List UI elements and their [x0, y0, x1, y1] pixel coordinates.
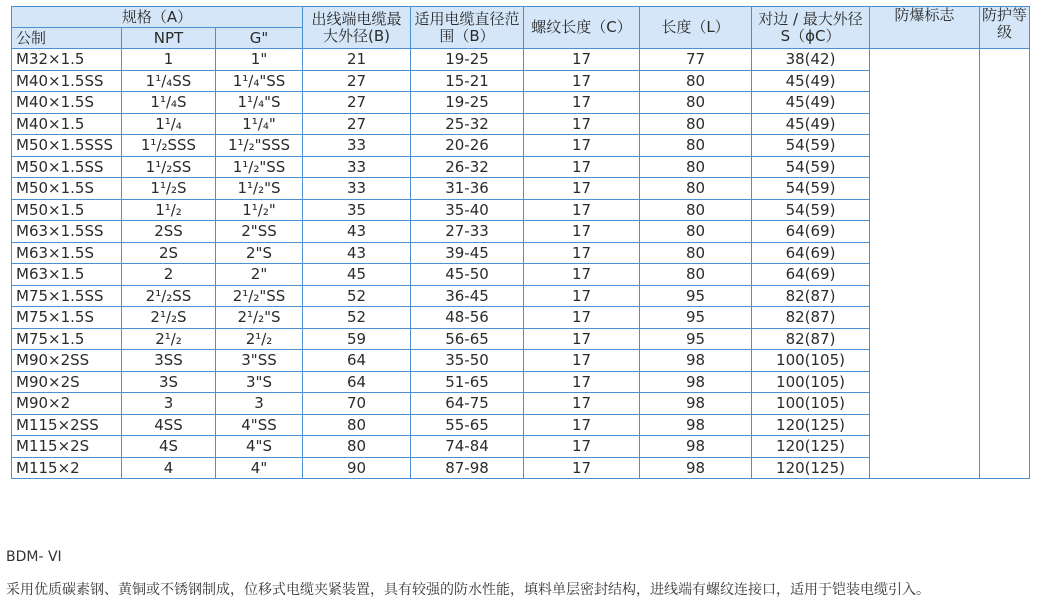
cell-g: 1¹/₄"SS: [216, 70, 303, 92]
cell-b: 27: [303, 70, 411, 92]
header-metric: 公制: [12, 28, 122, 49]
cell-s: 54(59): [752, 156, 870, 178]
cell-l: 98: [640, 371, 752, 393]
cell-range: 19-25: [411, 92, 524, 114]
cell-ip-grade: [980, 49, 1030, 479]
header-thread-length: 螺纹长度（C）: [524, 7, 640, 49]
cell-npt: 4: [122, 457, 216, 479]
cell-l: 98: [640, 350, 752, 372]
cell-c: 17: [524, 178, 640, 200]
cell-range: 51-65: [411, 371, 524, 393]
cell-npt: 2: [122, 264, 216, 286]
cell-g: 1": [216, 49, 303, 71]
cell-s: 120(125): [752, 457, 870, 479]
cell-c: 17: [524, 199, 640, 221]
cell-range: 74-84: [411, 436, 524, 458]
cell-g: 4"S: [216, 436, 303, 458]
cell-c: 17: [524, 221, 640, 243]
spec-table-body: [12, 49, 1030, 479]
cell-l: 98: [640, 414, 752, 436]
cell-s: 82(87): [752, 285, 870, 307]
cell-b: 33: [303, 156, 411, 178]
cell-npt: 2¹/₂: [122, 328, 216, 350]
cell-metric: M115×2SS: [12, 414, 122, 436]
cell-c: 17: [524, 92, 640, 114]
cell-l: 98: [640, 457, 752, 479]
cell-g: 3: [216, 393, 303, 415]
header-g: G": [216, 28, 303, 49]
cell-metric: M75×1.5: [12, 328, 122, 350]
cell-b: 43: [303, 221, 411, 243]
cell-npt: 1¹/₄: [122, 113, 216, 135]
cell-c: 17: [524, 156, 640, 178]
cell-npt: 1¹/₂SS: [122, 156, 216, 178]
cell-s: 82(87): [752, 307, 870, 329]
cell-s: 54(59): [752, 199, 870, 221]
cell-range: 45-50: [411, 264, 524, 286]
header-spec: 规格（A）: [12, 7, 303, 28]
cell-s: 45(49): [752, 70, 870, 92]
cell-l: 95: [640, 285, 752, 307]
cell-g: 2"S: [216, 242, 303, 264]
cell-c: 17: [524, 436, 640, 458]
cell-b: 27: [303, 113, 411, 135]
cell-b: 80: [303, 414, 411, 436]
cell-range: 19-25: [411, 49, 524, 71]
cell-range: 48-56: [411, 307, 524, 329]
table-row: [12, 49, 1030, 71]
product-description: 采用优质碳素钢、黄铜或不锈钢制成，位移式电缆夹紧装置，具有较强的防水性能，填料单层密封结构，进线端有螺纹连接口，适用于铠装电缆引入。: [6, 582, 930, 598]
cell-g: 2": [216, 264, 303, 286]
cell-npt: 4SS: [122, 414, 216, 436]
cell-npt: 3S: [122, 371, 216, 393]
cell-l: 80: [640, 264, 752, 286]
cell-b: 64: [303, 350, 411, 372]
cell-g: 3"S: [216, 371, 303, 393]
cell-c: 17: [524, 113, 640, 135]
cell-c: 17: [524, 264, 640, 286]
cell-npt: 2¹/₂S: [122, 307, 216, 329]
cell-s: 100(105): [752, 393, 870, 415]
header-cable-range: 适用电缆直径范围（B）: [411, 7, 524, 49]
cell-l: 80: [640, 92, 752, 114]
cell-c: 17: [524, 371, 640, 393]
cell-b: 90: [303, 457, 411, 479]
cell-range: 20-26: [411, 135, 524, 157]
cell-metric: M40×1.5SS: [12, 70, 122, 92]
model-label: BDM- VI: [6, 549, 62, 565]
header-ex-mark: 防爆标志: [870, 7, 980, 49]
cell-range: 39-45: [411, 242, 524, 264]
cell-b: 45: [303, 264, 411, 286]
cell-range: 27-33: [411, 221, 524, 243]
cell-b: 27: [303, 92, 411, 114]
cell-l: 80: [640, 70, 752, 92]
cell-s: 100(105): [752, 371, 870, 393]
cell-metric: M50×1.5SS: [12, 156, 122, 178]
cell-s: 45(49): [752, 113, 870, 135]
cell-l: 80: [640, 221, 752, 243]
cell-s: 82(87): [752, 328, 870, 350]
cell-range: 36-45: [411, 285, 524, 307]
cell-b: 80: [303, 436, 411, 458]
cell-b: 52: [303, 307, 411, 329]
cell-range: 31-36: [411, 178, 524, 200]
cell-b: 21: [303, 49, 411, 71]
cell-g: 2"SS: [216, 221, 303, 243]
cell-g: 1¹/₂": [216, 199, 303, 221]
cell-metric: M40×1.5S: [12, 92, 122, 114]
cell-c: 17: [524, 285, 640, 307]
cell-npt: 3SS: [122, 350, 216, 372]
cell-range: 64-75: [411, 393, 524, 415]
cell-metric: M63×1.5S: [12, 242, 122, 264]
cell-s: 120(125): [752, 436, 870, 458]
cell-l: 80: [640, 242, 752, 264]
cell-metric: M75×1.5S: [12, 307, 122, 329]
cell-g: 4"SS: [216, 414, 303, 436]
cell-b: 70: [303, 393, 411, 415]
cell-range: 15-21: [411, 70, 524, 92]
cell-l: 77: [640, 49, 752, 71]
cell-g: 2¹/₂"S: [216, 307, 303, 329]
cell-metric: M90×2: [12, 393, 122, 415]
cell-b: 33: [303, 135, 411, 157]
cell-g: 4": [216, 457, 303, 479]
cell-npt: 1: [122, 49, 216, 71]
cell-metric: M115×2S: [12, 436, 122, 458]
cell-g: 1¹/₄": [216, 113, 303, 135]
cell-range: 35-40: [411, 199, 524, 221]
header-across-flats: 对边 / 最大外径 S（ϕC）: [752, 7, 870, 49]
cell-l: 98: [640, 436, 752, 458]
cell-c: 17: [524, 70, 640, 92]
cell-npt: 1¹/₂SSS: [122, 135, 216, 157]
cell-npt: 1¹/₄SS: [122, 70, 216, 92]
cell-s: 100(105): [752, 350, 870, 372]
cell-npt: 2S: [122, 242, 216, 264]
cell-c: 17: [524, 49, 640, 71]
cell-l: 98: [640, 393, 752, 415]
cell-s: 54(59): [752, 178, 870, 200]
cell-l: 80: [640, 135, 752, 157]
cell-npt: 3: [122, 393, 216, 415]
cell-npt: 2¹/₂SS: [122, 285, 216, 307]
cell-l: 80: [640, 156, 752, 178]
cell-b: 35: [303, 199, 411, 221]
cell-s: 120(125): [752, 414, 870, 436]
cell-npt: 2SS: [122, 221, 216, 243]
spec-table: [11, 6, 1030, 479]
cell-c: 17: [524, 307, 640, 329]
cell-metric: M75×1.5SS: [12, 285, 122, 307]
cell-b: 43: [303, 242, 411, 264]
cell-s: 64(69): [752, 221, 870, 243]
cell-s: 64(69): [752, 242, 870, 264]
header-length: 长度（L）: [640, 7, 752, 49]
cell-metric: M50×1.5SSS: [12, 135, 122, 157]
cell-c: 17: [524, 414, 640, 436]
cell-c: 17: [524, 393, 640, 415]
cell-l: 80: [640, 178, 752, 200]
cell-b: 59: [303, 328, 411, 350]
cell-l: 95: [640, 328, 752, 350]
cell-g: 2¹/₂: [216, 328, 303, 350]
cell-range: 25-32: [411, 113, 524, 135]
cell-l: 80: [640, 199, 752, 221]
cell-g: 1¹/₂"SS: [216, 156, 303, 178]
cell-metric: M40×1.5: [12, 113, 122, 135]
cell-g: 2¹/₂"SS: [216, 285, 303, 307]
cell-range: 87-98: [411, 457, 524, 479]
cell-s: 45(49): [752, 92, 870, 114]
cell-metric: M90×2SS: [12, 350, 122, 372]
cell-g: 1¹/₂"SSS: [216, 135, 303, 157]
cell-npt: 1¹/₂S: [122, 178, 216, 200]
cell-range: 26-32: [411, 156, 524, 178]
cell-npt: 1¹/₂: [122, 199, 216, 221]
cell-c: 17: [524, 457, 640, 479]
cell-s: 38(42): [752, 49, 870, 71]
cell-b: 33: [303, 178, 411, 200]
cell-g: 1¹/₄"S: [216, 92, 303, 114]
header-ip-grade: 防护等级: [980, 7, 1030, 49]
cell-metric: M50×1.5S: [12, 178, 122, 200]
cell-npt: 1¹/₄S: [122, 92, 216, 114]
cell-range: 55-65: [411, 414, 524, 436]
cell-metric: M90×2S: [12, 371, 122, 393]
cell-range: 56-65: [411, 328, 524, 350]
header-outlet-max-od: 出线端电缆最大外径(B): [303, 7, 411, 49]
cell-metric: M115×2: [12, 457, 122, 479]
cell-metric: M63×1.5: [12, 264, 122, 286]
cell-s: 64(69): [752, 264, 870, 286]
cell-c: 17: [524, 242, 640, 264]
cell-s: 54(59): [752, 135, 870, 157]
cell-metric: M63×1.5SS: [12, 221, 122, 243]
cell-b: 52: [303, 285, 411, 307]
header-npt: NPT: [122, 28, 216, 49]
cell-l: 95: [640, 307, 752, 329]
cell-c: 17: [524, 350, 640, 372]
cell-metric: M32×1.5: [12, 49, 122, 71]
cell-c: 17: [524, 328, 640, 350]
cell-b: 64: [303, 371, 411, 393]
cell-metric: M50×1.5: [12, 199, 122, 221]
cell-ex-mark: [870, 49, 980, 479]
cell-c: 17: [524, 135, 640, 157]
cell-npt: 4S: [122, 436, 216, 458]
cell-g: 1¹/₂"S: [216, 178, 303, 200]
cell-g: 3"SS: [216, 350, 303, 372]
cell-range: 35-50: [411, 350, 524, 372]
cell-l: 80: [640, 113, 752, 135]
